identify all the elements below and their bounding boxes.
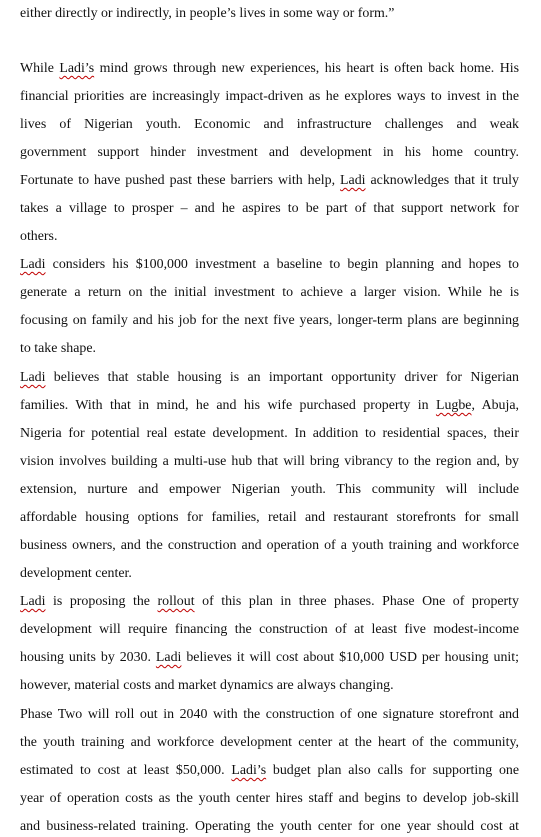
text-run: the youth training and workforce development center at the heart of the community, bbox=[20, 735, 519, 750]
text-run: , Abuja, bbox=[471, 398, 519, 413]
text-line bbox=[20, 648, 519, 668]
misspelled-word: Ladi bbox=[155, 650, 182, 665]
misspelled-word: Ladi’s bbox=[231, 763, 267, 778]
text-run: estimated to cost at least $50,000. bbox=[20, 763, 232, 778]
misspelled-word: Ladi’s bbox=[59, 61, 95, 76]
text-run: to take shape. bbox=[20, 341, 96, 356]
text-line bbox=[20, 143, 519, 163]
text-run: budget plan also calls for supporting one bbox=[266, 763, 519, 778]
text-run: believes that stable housing is an important opportunity driver for Nigerian bbox=[45, 370, 519, 385]
misspelled-word: Ladi bbox=[20, 370, 46, 385]
misspelled-word: rollout bbox=[157, 594, 195, 609]
text-run: financial priorities are increasingly impact-driven as he explores ways to invest in the bbox=[20, 89, 519, 104]
text-line bbox=[20, 705, 519, 725]
text-line bbox=[20, 368, 519, 388]
text-run: housing units by 2030. bbox=[20, 650, 156, 665]
text-line bbox=[20, 592, 519, 612]
text-run: development will require financing the construction of at least five modest-income bbox=[20, 622, 519, 637]
text-line bbox=[20, 564, 519, 584]
misspelled-word: Ladi bbox=[340, 173, 366, 188]
text-run: is proposing the bbox=[45, 594, 158, 609]
text-line bbox=[20, 620, 519, 640]
text-run: extension, nurture and empower Nigerian youth. This community will include bbox=[20, 482, 519, 497]
text-run: year of operation costs as the youth center hires staff and begins to develop job-skill bbox=[20, 791, 519, 806]
text-line bbox=[20, 452, 519, 472]
text-run: takes a village to prosper – and he aspires to be part of that support network for bbox=[20, 201, 519, 216]
text-run: lives of Nigerian youth. Economic and infrastructure challenges and weak bbox=[20, 117, 519, 132]
text-line bbox=[20, 396, 519, 416]
text-run: While bbox=[20, 61, 60, 76]
text-line bbox=[20, 59, 519, 79]
text-run: families. With that in mind, he and his wife purchased property in bbox=[20, 398, 436, 413]
text-line bbox=[20, 283, 519, 303]
text-line bbox=[20, 733, 519, 753]
text-line bbox=[20, 255, 519, 275]
text-line bbox=[20, 508, 519, 528]
text-line bbox=[20, 676, 519, 696]
text-run: government support hinder investment and development in his home country. bbox=[20, 145, 519, 160]
misspelled-word: Ladi bbox=[20, 594, 46, 609]
text-line bbox=[20, 339, 519, 359]
text-run: generate a return on the initial investment to achieve a larger vision. While he is bbox=[20, 285, 519, 300]
text-run: mind grows through new experiences, his heart is often back home. His bbox=[94, 61, 519, 76]
text-run: of this plan in three phases. Phase One of property bbox=[194, 594, 519, 609]
text-run: development center. bbox=[20, 566, 132, 581]
text-run: believes it will cost about $10,000 USD per housing unit; bbox=[181, 650, 519, 665]
text-line bbox=[20, 817, 519, 837]
text-line bbox=[20, 171, 519, 191]
text-run: acknowledges that it truly bbox=[365, 173, 519, 188]
misspelled-word: Lugbe bbox=[435, 398, 472, 413]
text-run: either directly or indirectly, in people’s lives in some way or form.” bbox=[20, 6, 395, 21]
text-run: affordable housing options for families, retail and restaurant storefronts for small bbox=[20, 510, 519, 525]
text-line bbox=[20, 789, 519, 809]
text-line bbox=[20, 115, 519, 135]
text-line bbox=[20, 4, 519, 24]
text-line bbox=[20, 87, 519, 107]
text-line bbox=[20, 227, 519, 247]
text-run: and business-related training. Operating the youth center for one year should cost at bbox=[20, 819, 519, 834]
text-run: however, material costs and market dynamics are always changing. bbox=[20, 678, 394, 693]
text-line bbox=[20, 424, 519, 444]
text-run: Nigeria for potential real estate development. In addition to residential spaces, their bbox=[20, 426, 519, 441]
misspelled-word: Ladi bbox=[20, 257, 46, 272]
text-run: others. bbox=[20, 229, 58, 244]
text-run: Phase Two will roll out in 2040 with the construction of one signature storefront and bbox=[20, 707, 519, 722]
text-run: business owners, and the construction and operation of a youth training and workforce bbox=[20, 538, 519, 553]
text-line bbox=[20, 199, 519, 219]
text-run: Fortunate to have pushed past these barriers with help, bbox=[20, 173, 341, 188]
text-line bbox=[20, 536, 519, 556]
text-line bbox=[20, 311, 519, 331]
text-run: vision involves building a multi-use hub that will bring vibrancy to the region and, by bbox=[20, 454, 519, 469]
text-run: considers his $100,000 investment a baseline to begin planning and hopes to bbox=[45, 257, 519, 272]
text-line bbox=[20, 761, 519, 781]
text-run: focusing on family and his job for the next five years, longer-term plans are beginning bbox=[20, 313, 519, 328]
text-line bbox=[20, 480, 519, 500]
